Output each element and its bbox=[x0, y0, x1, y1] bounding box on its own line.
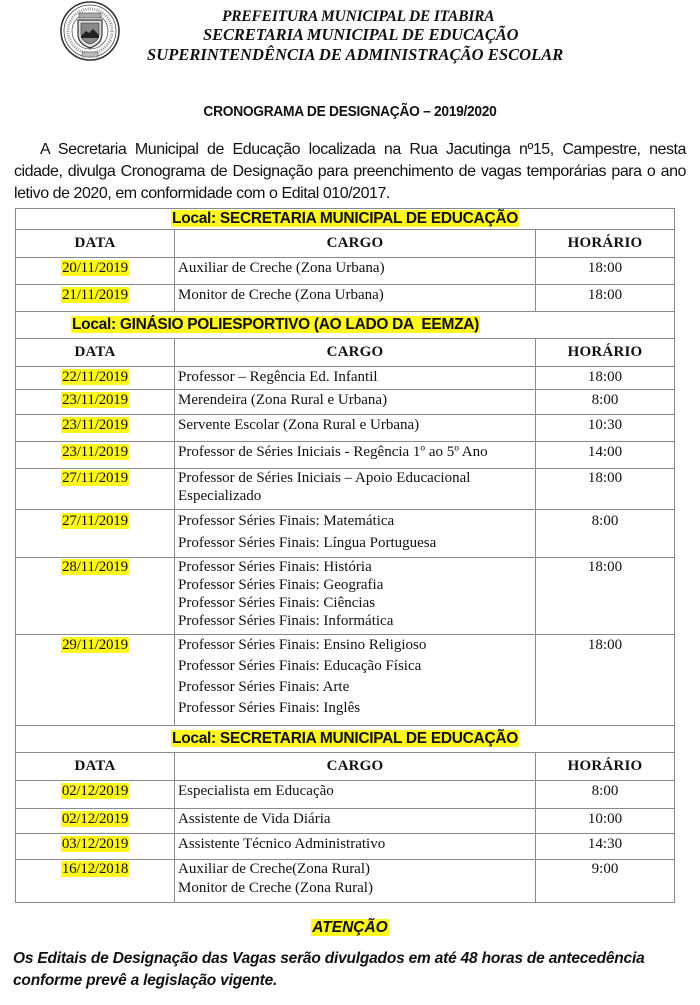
table-row bbox=[16, 469, 675, 510]
table-row bbox=[16, 860, 675, 903]
time-cell: 8:00 bbox=[536, 510, 675, 558]
date-value: 29/11/2019 bbox=[62, 637, 128, 653]
role-line: Monitor de Creche (Zona Rural) bbox=[178, 880, 373, 896]
time-cell: 18:00 bbox=[536, 258, 675, 285]
role-line: Professor de Séries Iniciais - Regência 1º ao 5º Ano bbox=[178, 444, 488, 460]
date-value: 23/11/2019 bbox=[62, 392, 128, 408]
time-cell: 14:00 bbox=[536, 442, 675, 469]
role-cell bbox=[175, 809, 536, 834]
date-cell bbox=[16, 442, 175, 469]
role-line: Auxiliar de Creche (Zona Urbana) bbox=[178, 260, 385, 276]
attention-note-line: Os Editais de Designação das Vagas serão divulgados em até 48 horas de antecedência bbox=[13, 950, 645, 967]
date-cell bbox=[16, 390, 175, 415]
time-cell: 9:00 bbox=[536, 860, 675, 903]
role-cell bbox=[175, 510, 536, 558]
role-line: Monitor de Creche (Zona Urbana) bbox=[178, 287, 384, 303]
time-cell: 18:00 bbox=[536, 635, 675, 726]
role-line: Professor Séries Finais: Ensino Religioso bbox=[178, 637, 427, 653]
role-line: Professor Séries Finais: Inglês bbox=[178, 700, 361, 716]
date-value: 27/11/2019 bbox=[62, 470, 128, 486]
intro-paragraph: A Secretaria Municipal de Educação localizada na Rua Jacutinga nº15, Campestre, nesta cidade, divulga Cronograma de Designação para preenchimento de vagas temporárias para o ano letivo de 2020, em conformidade com o Edital 010/2017. bbox=[14, 141, 686, 202]
role-line: Merendeira (Zona Rural e Urbana) bbox=[178, 392, 388, 408]
table-row bbox=[16, 558, 675, 635]
column-header-horario: HORÁRIO bbox=[536, 230, 675, 258]
date-value: 22/11/2019 bbox=[62, 369, 128, 385]
time-cell: 18:00 bbox=[536, 558, 675, 635]
date-value: 23/11/2019 bbox=[62, 417, 128, 433]
column-header-horario: HORÁRIO bbox=[536, 339, 675, 367]
role-line: Servente Escolar (Zona Rural e Urbana) bbox=[178, 417, 420, 433]
role-cell bbox=[175, 390, 536, 415]
time-cell: 8:00 bbox=[536, 390, 675, 415]
role-cell bbox=[175, 285, 536, 312]
column-header-data: DATA bbox=[16, 753, 175, 781]
date-cell bbox=[16, 860, 175, 903]
table-row bbox=[16, 809, 675, 834]
date-cell bbox=[16, 415, 175, 442]
column-header-cargo: CARGO bbox=[175, 753, 536, 781]
date-cell bbox=[16, 834, 175, 860]
table-row bbox=[16, 367, 675, 390]
role-cell bbox=[175, 781, 536, 809]
role-cell bbox=[175, 367, 536, 390]
role-line: Professor Séries Finais: Ciências bbox=[178, 595, 376, 611]
table-row bbox=[16, 442, 675, 469]
date-cell bbox=[16, 367, 175, 390]
table-row bbox=[16, 635, 675, 726]
column-header-row bbox=[16, 339, 675, 367]
table-row bbox=[16, 834, 675, 860]
date-value: 28/11/2019 bbox=[62, 559, 128, 575]
header-superintendencia: SUPERINTENDÊNCIA DE ADMINISTRAÇÃO ESCOLAR bbox=[147, 45, 564, 64]
date-value: 02/12/2019 bbox=[61, 811, 129, 827]
date-cell bbox=[16, 635, 175, 726]
date-value: 23/11/2019 bbox=[62, 444, 128, 460]
date-cell bbox=[16, 781, 175, 809]
location-cell bbox=[16, 209, 675, 230]
attention-note-line: conforme prevê a legislação vigente. bbox=[13, 972, 278, 989]
column-header-cargo: CARGO bbox=[175, 339, 536, 367]
role-line: Assistente de Vida Diária bbox=[178, 811, 331, 827]
date-value: 02/12/2019 bbox=[61, 783, 129, 799]
role-cell bbox=[175, 635, 536, 726]
role-line: Especialista em Educação bbox=[178, 783, 334, 799]
role-cell bbox=[175, 442, 536, 469]
role-line: Professor Séries Finais: História bbox=[178, 559, 372, 575]
column-header-cargo: CARGO bbox=[175, 230, 536, 258]
column-header-data: DATA bbox=[16, 339, 175, 367]
role-cell bbox=[175, 860, 536, 903]
location-label: Local: SECRETARIA MUNICIPAL DE EDUCAÇÃO bbox=[172, 210, 518, 227]
location-row bbox=[16, 312, 675, 339]
location-label: Local: SECRETARIA MUNICIPAL DE EDUCAÇÃO bbox=[172, 730, 518, 747]
time-cell: 8:00 bbox=[536, 781, 675, 809]
attention-note bbox=[13, 948, 700, 992]
time-cell: 10:30 bbox=[536, 415, 675, 442]
location-row bbox=[16, 726, 675, 753]
role-line: Professor Séries Finais: Geografia bbox=[178, 577, 384, 593]
date-cell bbox=[16, 258, 175, 285]
date-value: 03/12/2019 bbox=[61, 836, 129, 852]
role-line: Assistente Técnico Administrativo bbox=[178, 836, 386, 852]
attention-heading-text: ATENÇÃO bbox=[312, 919, 388, 936]
document-title: CRONOGRAMA DE DESIGNAÇÃO – 2019/2020 bbox=[203, 104, 497, 120]
attention-heading bbox=[0, 919, 700, 937]
table-row bbox=[16, 415, 675, 442]
date-cell bbox=[16, 558, 175, 635]
column-header-row bbox=[16, 753, 675, 781]
date-value: 21/11/2019 bbox=[62, 287, 128, 303]
header-secretaria: SECRETARIA MUNICIPAL DE EDUCAÇÃO bbox=[203, 25, 519, 44]
header-prefeitura: PREFEITURA MUNICIPAL DE ITABIRA bbox=[222, 8, 495, 25]
role-line: Professor Séries Finais: Língua Portuguesa bbox=[178, 535, 437, 551]
schedule-table bbox=[15, 208, 675, 903]
time-cell: 18:00 bbox=[536, 285, 675, 312]
role-line: Professor Séries Finais: Arte bbox=[178, 679, 350, 695]
role-cell bbox=[175, 558, 536, 635]
table-row bbox=[16, 510, 675, 558]
date-value: 20/11/2019 bbox=[62, 260, 128, 276]
time-cell: 18:00 bbox=[536, 367, 675, 390]
column-header-data: DATA bbox=[16, 230, 175, 258]
date-cell bbox=[16, 285, 175, 312]
role-cell bbox=[175, 834, 536, 860]
time-cell: 14:30 bbox=[536, 834, 675, 860]
role-cell bbox=[175, 258, 536, 285]
role-line: Auxiliar de Creche(Zona Rural) bbox=[178, 861, 371, 877]
role-line: Professor Séries Finais: Educação Física bbox=[178, 658, 422, 674]
time-cell: 10:00 bbox=[536, 809, 675, 834]
role-line: Professor Séries Finais: Informática bbox=[178, 613, 394, 629]
table-row bbox=[16, 285, 675, 312]
location-row bbox=[16, 209, 675, 230]
location-cell bbox=[16, 726, 675, 753]
municipal-seal bbox=[58, 0, 122, 64]
date-value: 27/11/2019 bbox=[62, 513, 128, 529]
table-row bbox=[16, 781, 675, 809]
table-row bbox=[16, 258, 675, 285]
role-cell bbox=[175, 469, 536, 510]
municipal-seal-icon bbox=[58, 0, 122, 64]
date-cell bbox=[16, 809, 175, 834]
location-cell bbox=[16, 312, 675, 339]
role-cell bbox=[175, 415, 536, 442]
location-label: Local: GINÁSIO POLIESPORTIVO (AO LADO DA EEMZA) bbox=[72, 316, 479, 333]
date-cell bbox=[16, 469, 175, 510]
column-header-row bbox=[16, 230, 675, 258]
role-line: Professor de Séries Iniciais – Apoio Educacional bbox=[178, 470, 471, 486]
time-cell: 18:00 bbox=[536, 469, 675, 510]
date-value: 16/12/2018 bbox=[61, 861, 129, 877]
date-cell bbox=[16, 510, 175, 558]
column-header-horario: HORÁRIO bbox=[536, 753, 675, 781]
role-line: Especializado bbox=[178, 488, 262, 504]
role-line: Professor – Regência Ed. Infantil bbox=[178, 369, 378, 385]
table-row bbox=[16, 390, 675, 415]
role-line: Professor Séries Finais: Matemática bbox=[178, 513, 395, 529]
